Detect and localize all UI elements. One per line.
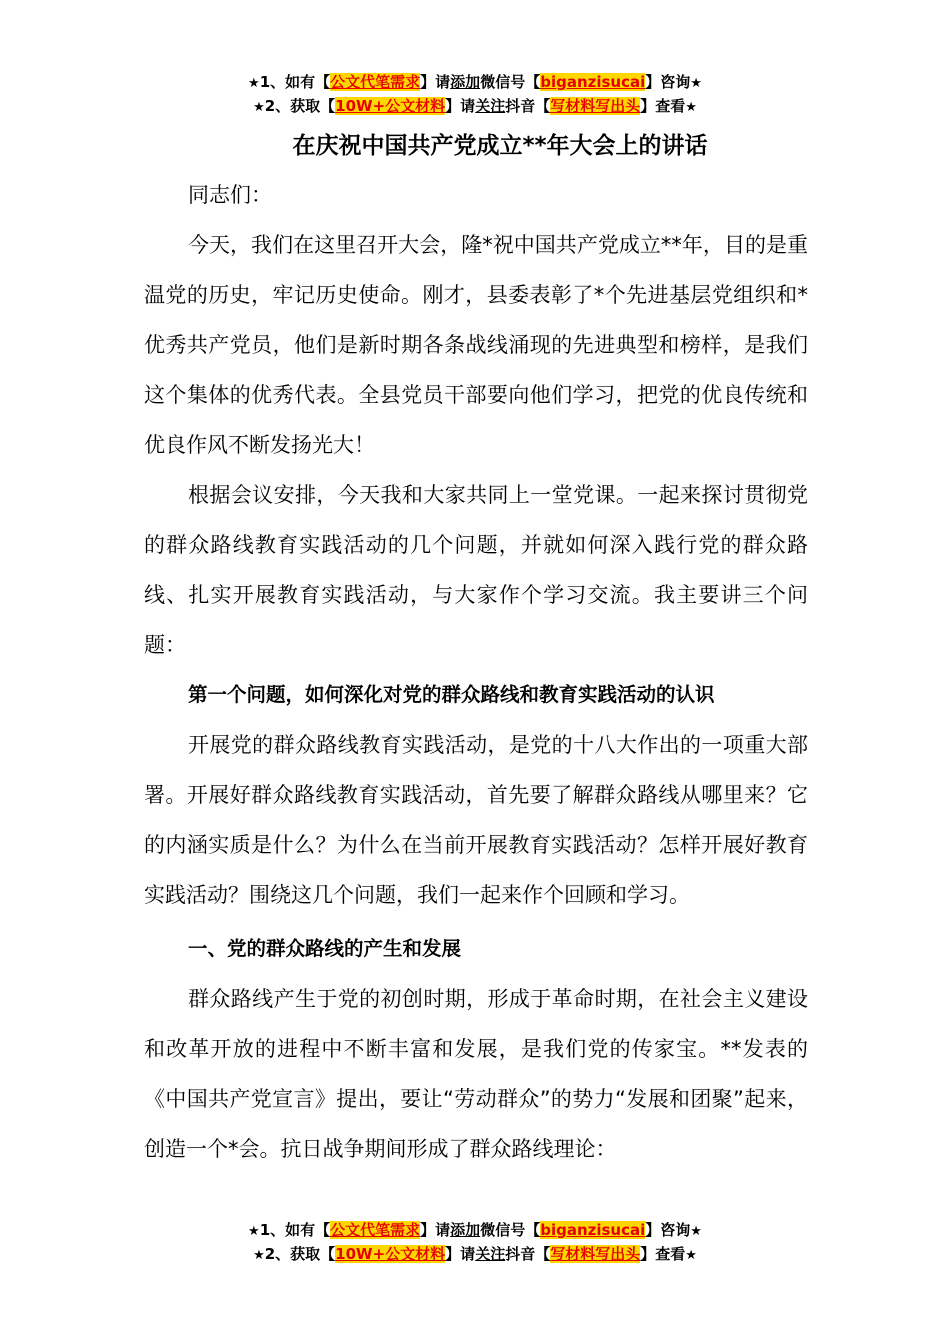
paragraph-4: 群众路线产生于党的初创时期，形成于革命时期，在社会主义建设和改革开放的进程中不断丰富和发展，是我们党的传家宝。**发表的《中国共产党宣言》提出，要让“劳动群众”的势力“发展和团聚”起来，创造一个*会。抗日战争期间形成了群众路线理论： (144, 987, 808, 1161)
banner-line-2: ★2、获取【10W+公文材料】请关注抖音【写材料写出头】查看★ (253, 1245, 697, 1263)
star-icon: ★ (690, 1224, 702, 1239)
section-heading-1: 第一个问题，如何深化对党的群众路线和教育实践活动的认识 (188, 683, 715, 706)
salutation: 同志们： (188, 183, 272, 207)
star-icon: ★ (685, 1248, 697, 1263)
highlight-douyin: 写材料写出头 (550, 1245, 641, 1263)
highlight-service: 公文代笔需求 (330, 1221, 421, 1239)
highlight-douyin: 写材料写出头 (550, 97, 641, 115)
highlight-wechat-id: biganzisucai (540, 1221, 646, 1239)
paragraph-3: 开展党的群众路线教育实践活动，是党的十八大作出的一项重大部署。开展好群众路线教育实践活动，首先要了解群众路线从哪里来？它的内涵实质是什么？为什么在当前开展教育实践活动？怎样开展好教育实践活动？围绕这几个问题，我们一起来作个回顾和学习。 (144, 733, 808, 907)
document-title: 在庆祝中国共产党成立**年大会上的讲话 (292, 133, 708, 159)
footer-banner (0, 1219, 950, 1267)
star-icon: ★ (685, 100, 697, 115)
paragraph-1: 今天，我们在这里召开大会，隆*祝中国共产党成立**年，目的是重温党的历史，牢记历史使命。刚才，县委表彰了*个先进基层党组织和*优秀共产党员，他们是新时期各条战线涌现的先进典型和榜样，是我们这个集体的优秀代表。全县党员干部要向他们学习，把党的优良传统和优良作风不断发扬光大！ (144, 233, 808, 457)
star-icon: ★ (690, 76, 702, 91)
highlight-materials: 10W+公文材料 (335, 1245, 446, 1263)
section-heading-2: 一、党的群众路线的产生和发展 (188, 937, 462, 960)
star-icon: ★ (248, 76, 260, 91)
banner-line-1: ★1、如有【公文代笔需求】请添加微信号【biganzisucai】咨询★ (248, 1221, 702, 1239)
paragraph-2: 根据会议安排，今天我和大家共同上一堂党课。一起来探讨贯彻党的群众路线教育实践活动的几个问题，并就如何深入践行党的群众路线、扎实开展教育实践活动，与大家作个学习交流。我主要讲三个问题： (144, 483, 808, 657)
document-body (144, 170, 808, 1174)
header-banner (0, 71, 950, 119)
banner-line-2: ★2、获取【10W+公文材料】请关注抖音【写材料写出头】查看★ (253, 97, 697, 115)
banner-line-1: ★1、如有【公文代笔需求】请添加微信号【biganzisucai】咨询★ (248, 73, 702, 91)
star-icon: ★ (253, 100, 265, 115)
star-icon: ★ (248, 1224, 260, 1239)
star-icon: ★ (253, 1248, 265, 1263)
highlight-materials: 10W+公文材料 (335, 97, 446, 115)
highlight-wechat-id: biganzisucai (540, 73, 646, 91)
highlight-service: 公文代笔需求 (330, 73, 421, 91)
